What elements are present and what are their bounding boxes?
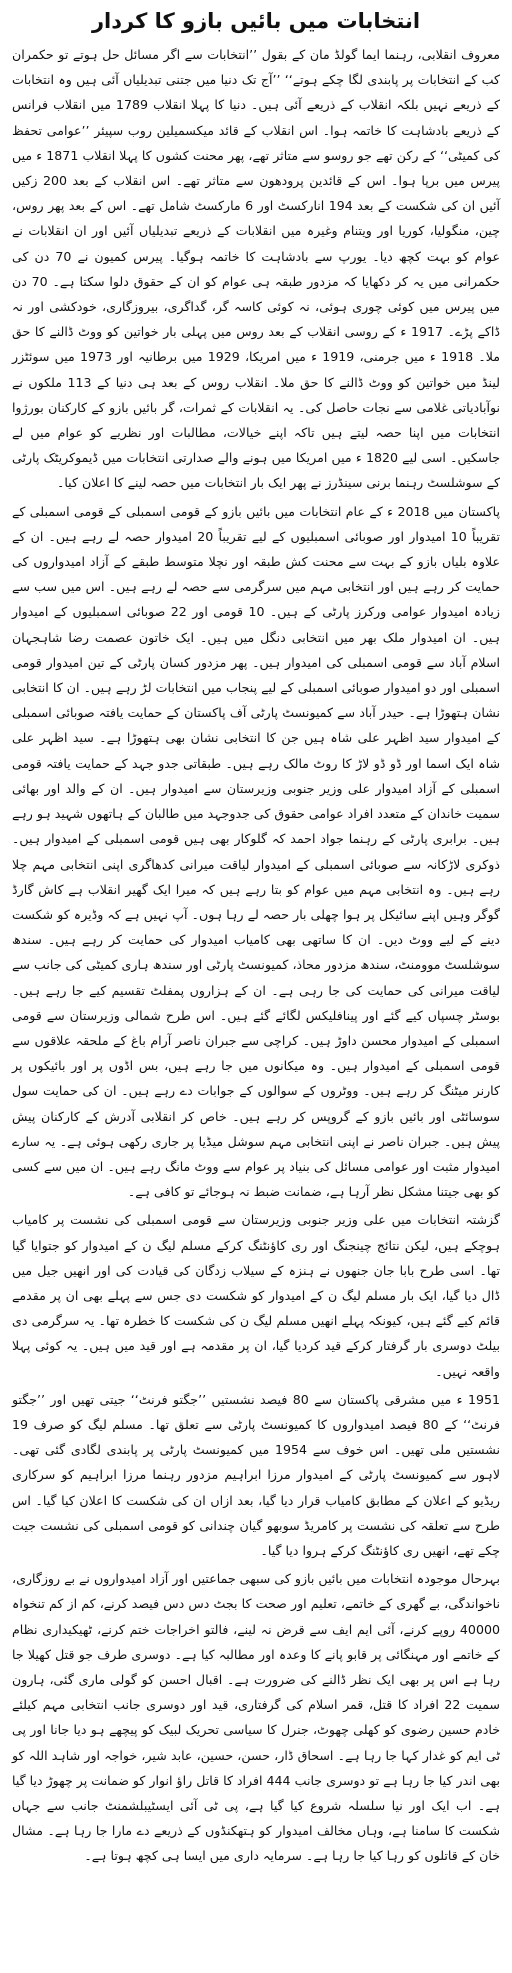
- article-paragraph-2: پاکستان میں 2018 ء کے عام انتخابات میں بائیں بازو کے قومی اسمبلی کے قومی اسمبلی کے تقریباً 10 امیدوار اور صوبائی اسمبلیوں کے لیے تقریباً 20 امیدوار حصہ لے رہے ہیں۔ ان کے علاوہ بلیاں بازو کے بہت سے محنت کش طبقہ اور نچلا متوسط طبقے کے آزاد امیدواروں کی حمایت کر رہے ہیں اور انتخابی مہم میں سرگرمی سے حصہ لے رہے ہیں۔ اس میں سب سے زیادہ امیدوار عوامی ورکرز پارٹی کے ہیں۔ 10 قومی اور 22 صوبائی اسمبلیوں کے امیدوار ہیں۔ ان امیدوار ملک بھر میں انتخابی دنگل میں ہیں۔ ایک خاتون عصمت رضا شاہجہان اسلام آباد سے قومی اسمبلی کی امیدوار ہیں۔ پھر مزدور کسان پارٹی کے تین امیدوار قومی اسمبلی اور دو امیدوار صوبائی اسمبلی کے لیے پنجاب میں انتخابات لڑ رہے ہیں۔ ان کا انتخابی نشان ہتھوڑا ہے۔ حیدر آباد سے کمیونسٹ پارٹی آف پاکستان کے حمایت یافتہ صوبائی اسمبلی کے امیدوار سید اظہر علی شاہ ہیں جن کا انتخابی نشان بھی ہتھوڑا ہے۔ سید اظہر علی شاہ ایک اسما اور ڈو ڈو لاڑ کا روٹ مالک رہے ہیں۔ طبقاتی جدو جہد کے حمایت یافتہ قومی اسمبلی کے آزاد امیدوار علی وزیر جنوبی وزیرستان سے امیدوار ہیں۔ ان کے والد اور بھائی سمیت خاندان کے متعدد افراد عوامی حقوق کی جدوجہد میں طالبان کے ہاتھوں شہید ہو رہے ہیں۔ برابری پارٹی کے رہنما جواد احمد کہ گلوکار بھی ہیں قومی اسمبلی کے امیدوار ہیں۔ ذوکری لاڑکانہ سے صوبائی اسمبلی کے امیدوار لیاقت میرانی کدھاگری اپنی انتخابی مہم چلا رہے ہیں۔ وہ انتخابی مہم میں عوام کو بتا رہے ہیں کہ میرا ایک گھیر انقلاب ہے کاش گارڈ گوگر وہیں اپنے سائیکل پر ہوا چھلی بار حصہ لے رہا ہوں۔ آپ نہیں ہے کہ وڈیرہ کو شکست دینے کے لیے ووٹ دیں۔ ان کا ساتھی بھی کامیاب امیدوار کی حمایت کر رہے ہیں۔ سندھ سوشلسٹ موومنٹ، سندھ مزدور محاذ، کمیونسٹ پارٹی اور سندھ ہاری کمیٹی کی جانب سے لیاقت میرانی کی حمایت کی جا رہی ہے۔ ان کے ہزاروں پمفلٹ تقسیم کیے جا رہے ہیں۔ بوسٹر چسپاں کیے گئے اور پینافلیکس لگائے گئے ہیں۔ اس طرح شمالی وزیرستان سے قومی اسمبلی کے امیدوار محسن داوڑ ہیں۔ کراچی سے جبران ناصر آرام باغ کے ملحقہ علاقوں سے قومی اسمبلی کے امیدوار ہیں۔ وہ میکانوں میں جا رہے ہیں، بس اڈوں پر اور بائیکوں پر کارنر میٹنگ کر رہے ہیں۔ ووٹروں کے سوالوں کے جوابات دے رہے ہیں۔ ان کی حمایت سول سوسائٹی اور بائیں بازو کے گروپس کر رہے ہیں۔ خاص کر انقلابی آدرش کے کارکنان پیش پیش ہیں۔ جبران ناصر نے اپنی انتخابی مہم سوشل میڈیا پر جاری رکھی ہوئی ہے۔ یہ سارے امیدوار مثبت اور عوامی مسائل کی بنیاد پر عوام سے ووٹ مانگ رہے ہیں۔ ان میں سے کسی کو بھی جیتنا مشکل نظر آرہا ہے، ضمانت ضبط نہ ہوجائے تو کافی ہے۔: [12, 503, 500, 1200]
- article-paragraph-4: 1951 ء میں مشرقی پاکستان سے 80 فیصد نشستیں ’’جگتو فرنٹ‘‘ جیتی تھیں اور ’’جگتو فرنٹ‘‘ کے 80 فیصد امیدواروں کا کمیونسٹ پارٹی سے تعلق تھا۔ مسلم لیگ کو صرف 19 نشستیں ملی تھیں۔ اس خوف سے 1954 میں کمیونسٹ پارٹی پر پابندی لگادی گئی تھی۔ لاہور سے کمیونسٹ پارٹی کے امیدوار مرزا ابراہیم مزدور رہنما مرزا ابراہیم کو سرکاری ریڈیو کے اعلان کے مطابق کامیاب قرار دیا گیا، بعد ازاں ان کی شکست کا اعلان کیا گیا۔ اس طرح سے تعلقہ کی نشست پر کامریڈ سوبھو گیان چندانی کو قومی اسمبلی کی نشست جیت چکے تھے، انھیں ری کاؤنٹنگ کرکے ہروا دیا گیا۔: [12, 1391, 500, 1558]
- article-paragraph-3: گزشتہ انتخابات میں علی وزیر جنوبی وزیرستان سے قومی اسمبلی کی نشست پر کامیاب ہوچکے ہیں، لیکن نتائج چینجنگ اور ری کاؤنٹنگ کرکے مسلم لیگ ن کے امیدوار کو جتوایا گیا تھا۔ اسی طرح بابا جان جنھوں نے ہنزہ کے سیلاب زدگان کی قیادت کی اور انھیں جیل میں ڈال دیا گیا، ایک بار مسلم لیگ ن کے امیدوار کو شکست دی جس سے پہلے بھی ان پر مقدمے قائم کیے گئے ہیں، کیونکہ پہلے انھیں مسلم لیگ ن کی شکست کا خطرہ تھا۔ یہ سرگرمی دی بیلٹ دوسری بار گرفتار کرکے قید کردیا گیا، ان پر مقدمہ ہے اور قید میں ہیں۔ یہ کوئی پہلا واقعہ نہیں۔: [12, 1212, 500, 1379]
- article-paragraph-5: بہرحال موجودہ انتخابات میں بائیں بازو کی سبھی جماعتیں اور آزاد امیدواروں نے بے روزگاری، ناخواندگی، بے گھری کے خاتمے، تعلیم اور صحت کا بجٹ دس دس فیصد کرنے، کم از کم تنخواہ 40000 روپے کرنے، آئی ایم ایف سے قرض نہ لینے، فالتو اخراجات ختم کرنے، ٹھیکیداری نظام کے خاتمے اور مہنگائی پر قابو پانے کا وعدہ اور مطالبہ کیا ہے۔ دوسری طرف جو قتل کھیلا جا رہا ہے اس پر بھی ایک نظر ڈالنے کی ضرورت ہے۔ اقبال احسن کو گولی ماری گئی، ہارون سمیت 22 افراد کا قتل، قمر اسلام کی گرفتاری، قید اور دوسری جانب انتخابی مہم کیلئے خادم حسین رضوی کو کھلی چھوٹ، جنرل کا سیاسی تحریک لبیک کو پیچھے ہو دیا جانا اور پی ٹی ایم کو غدار کہا جا رہا ہے۔ اسحاق ڈار، حسن، حسین، عابد شیر، خواجہ اور شاہد اللہ کو بھی اندر کیا جا رہا ہے تو دوسری جانب 444 افراد کا قاتل راؤ انوار کو ضمانت پر چھوڑ دیا گیا ہے۔ اب ایک اور نیا سلسلہ شروع کیا گیا ہے، پی ٹی آئی ایسٹیبلشمنٹ جانب سے جہاں شکست کا سامنا ہے، وہاں مخالف امیدوار کو ہتھکنڈوں کے ذریعے دے مارا جا رہا ہے۔ مشال خان کے قاتلوں کو رہا کیا جا رہا ہے۔ سرمایہ داری میں ایسا ہی کچھ ہوتا ہے۔: [12, 1571, 500, 1864]
- article-title: انتخابات میں بائیں بازو کا کردار: [91, 9, 421, 33]
- article-paragraph-1: معروف انقلابی، رہنما ایما گولڈ مان کے بقول ’’انتخابات سے اگر مسائل حل ہوتے تو حکمران کب کے انتخابات پر پابندی لگا چکے ہوتے‘‘ ’’آج تک دنیا میں جتنی تبدیلیاں آئی ہیں وہ انتخابات کے ذریعے نہیں بلکہ انقلاب کے ذریعے آئی ہیں۔ دنیا کا پہلا انقلاب 1789 میں انقلاب فرانس کے ذریعے بادشاہت کا خاتمہ ہوا۔ اس انقلاب کے قائد میکسمیلین روب سپیئر ’’عوامی تحفظ کی کمیٹی‘‘ کے رکن تھے جو روسو سے متاثر تھے، پھر محنت کشوں کا پہلا انقلاب 1871 ء میں پیرس میں برپا ہوا۔ اس کے قائدین پرودھون سے متاثر تھے۔ اس انقلاب کے بعد 200 زکیں آئیں ان کی شکست کے بعد 194 انارکسٹ اور 6 مارکسٹ شامل تھے۔ اس کے بعد پھر روس، چین، منگولیا، کوریا اور ویتنام وغیرہ میں انقلابات کے ذریعے تبدیلیاں آئیں اور ان انقلابات نے عوام کو بہت کچھ دیا۔ یورپ سے بادشاہت کا خاتمہ ہوگیا۔ پیرس کمیون نے 70 دن کی حکمرانی میں یہ کر دکھایا کہ مزدور طبقہ ہی عوام کو ان کے حقوق دلوا سکتا ہے۔ 70 دن میں پیرس میں کوئی چوری ہوئی، نہ کوئی کاسہ گر، گداگری، بیروزگاری، خودکشی اور نہ ڈاکے پڑے۔ 1917 ء کے روسی انقلاب کے بعد روس میں پہلی بار خواتین کو ووٹ ڈالنے کا حق ملا۔ 1918 ء میں جرمنی، 1919 ء میں امریکا، 1929 میں برطانیہ اور 1973 میں سوئٹزر لینڈ میں خواتین کو ووٹ ڈالنے کا حق ملا۔ انقلاب روس کے بعد ہی دنیا کے 113 ملکوں نے نوآبادیاتی غلامی سے نجات حاصل کی۔ یہ انقلابات کے ثمرات، گر بائیں بازو کے کارکنان بورژوا انتخابات میں اپنا حصہ لیتے ہیں تاکہ اپنے خیالات، مطالبات اور نظریے کو عوام میں لے جاسکیں۔ اسی لیے 1820 ء میں امریکا میں ہونے والے صدارتی انتخابات میں ڈیموکریٹک پارٹی کے سوشلسٹ رہنما برنی سینڈرز نے پھر ایک بار انتخابات میں حصہ لینے کا اعلان کیا۔: [12, 47, 501, 491]
